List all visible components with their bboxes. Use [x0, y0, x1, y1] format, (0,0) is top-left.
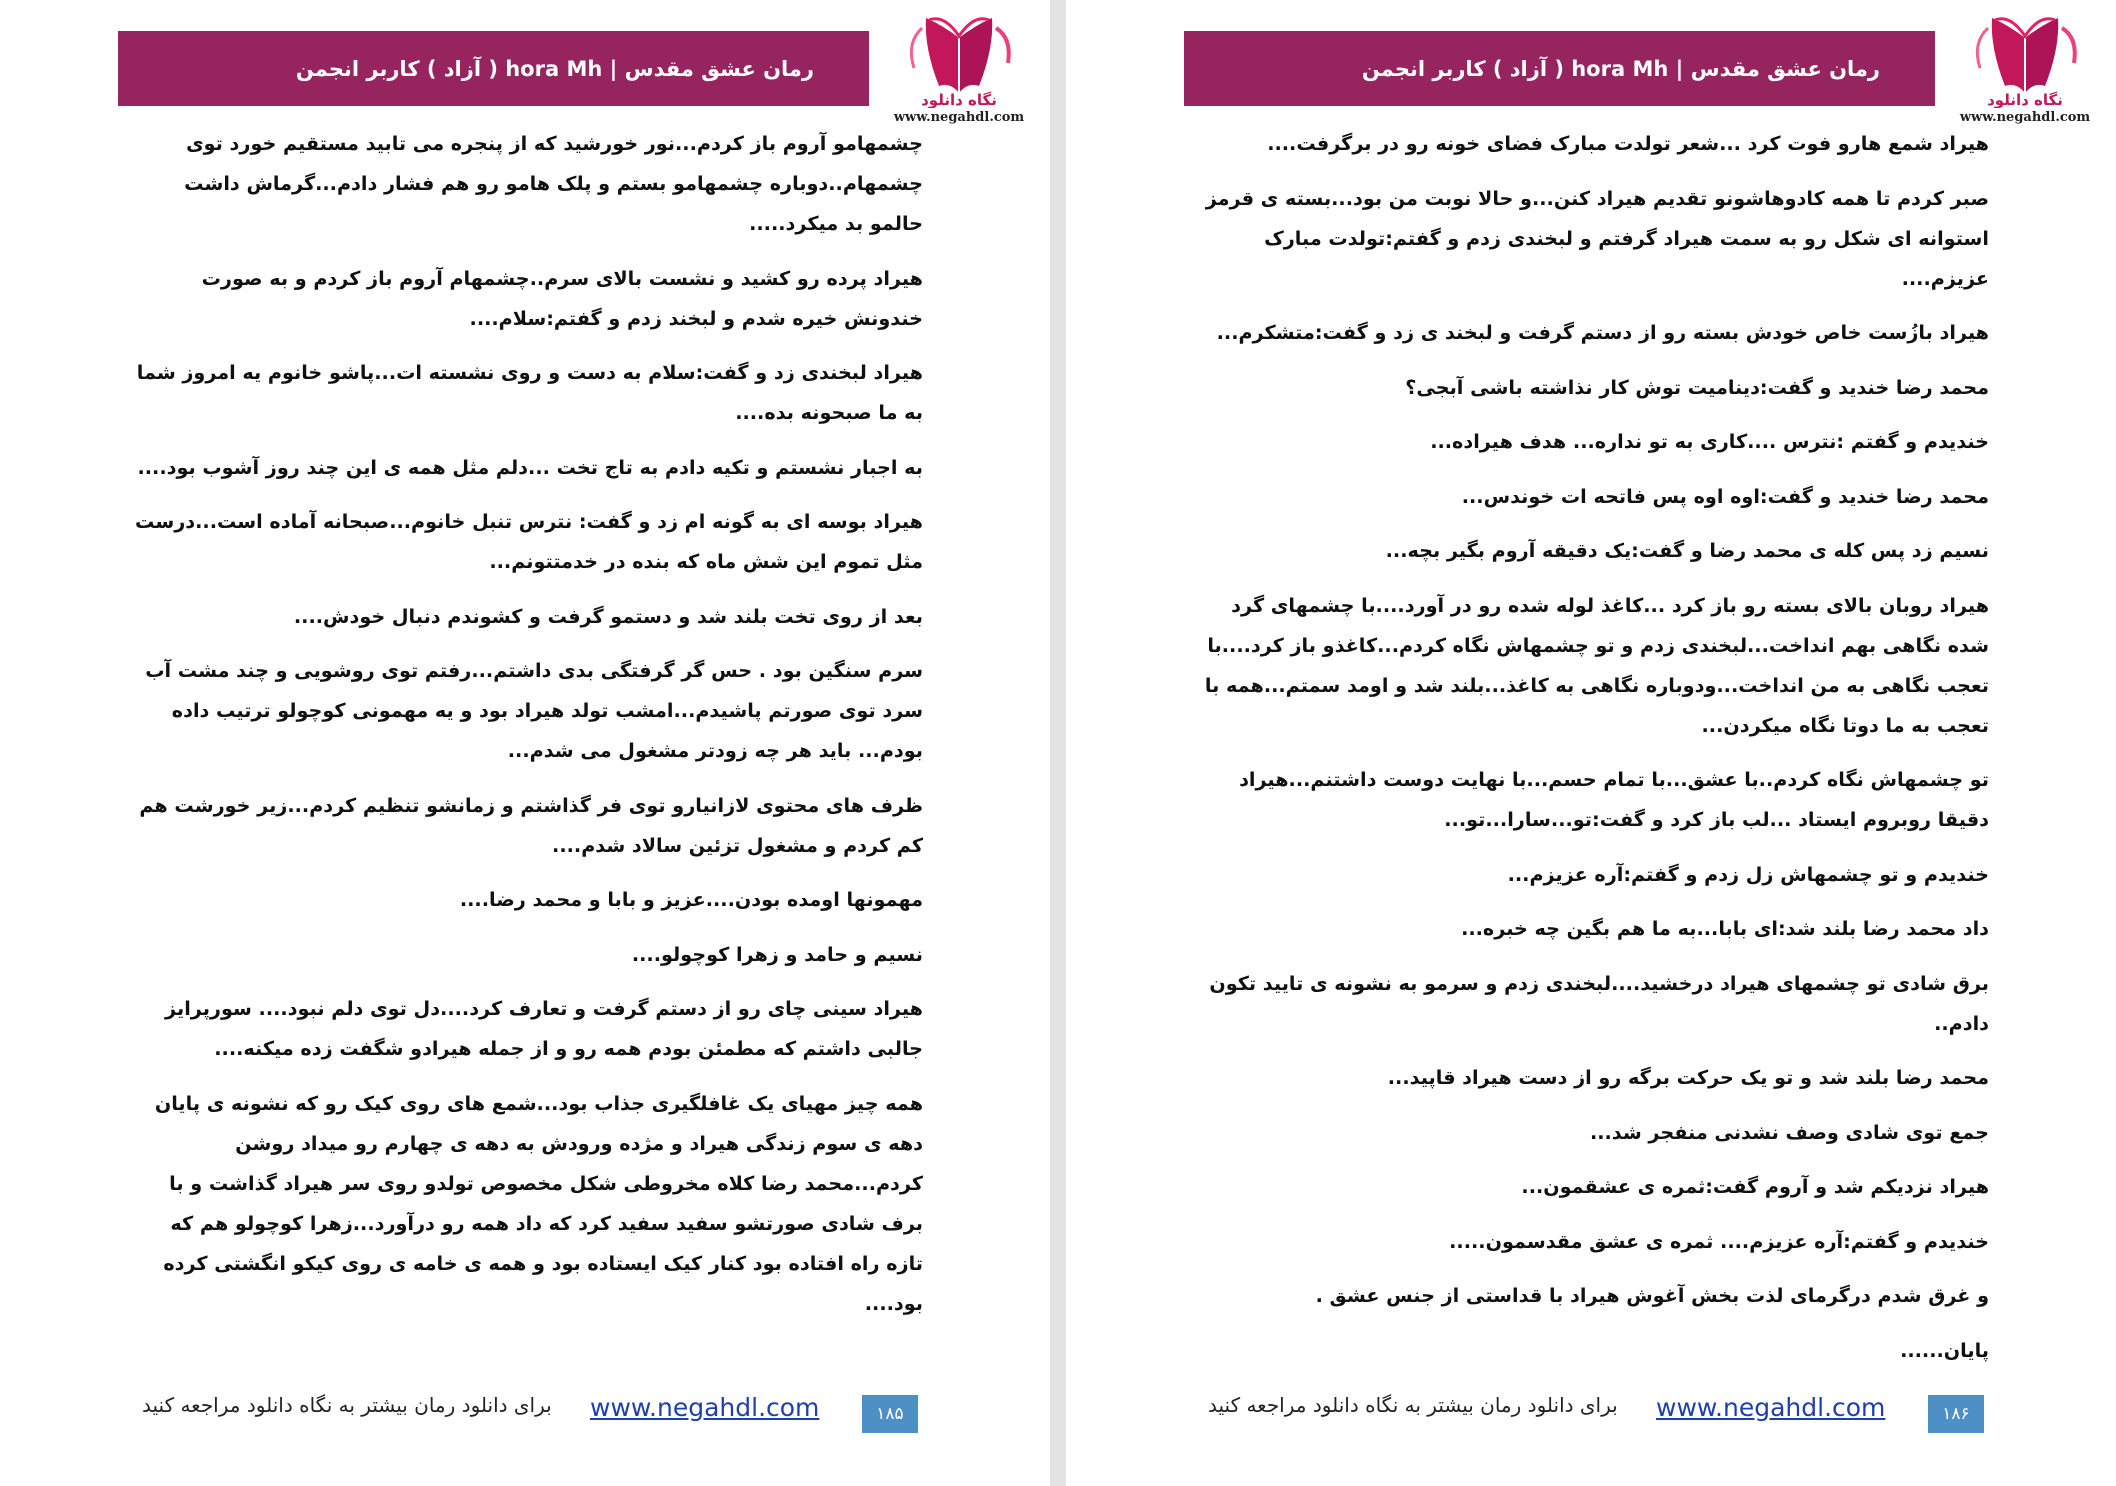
paragraph: بعد از روی تخت بلند شد و دستمو گرفت و کشوندم دنبال خودش.... [293, 604, 923, 628]
site-logo [1950, 8, 2100, 124]
paragraph: و غرق شدم درگرمای لذت بخش آغوش هیراد با قداستی از جنس عشق . [1315, 1284, 1989, 1307]
paragraph: جمع توی شادی وصف نشدنی منفجر شد... [1589, 1120, 1989, 1144]
paragraph: هیراد لبخندی زد و گفت:سلام به دست و روی نشسته ات...پاشو خانوم یه امروز شما به ما صبحونه بده.... [136, 361, 923, 424]
site-logo [884, 8, 1034, 124]
header-title: رمان عشق مقدس | hora Mh ( آزاد ) کاربر انجمن [1361, 56, 1880, 81]
paragraph: مهمونها اومده بودن....عزیز و بابا و محمد رضا.... [459, 888, 923, 911]
paragraph: ظرف های محتوی لازانیارو توی فر گذاشتم و زمانشو تنظیم کردم...زیر خورشت هم کم کردم و مشغول تزئین سالاد شدم.... [139, 793, 923, 857]
paragraph: برق شادی تو چشمهای هیراد درخشید....لبخندی زدم و سرمو به نشونه ی تایید تکون دادم.. [1209, 971, 1989, 1035]
page-number-badge: ۱۸۵ [862, 1395, 918, 1433]
footer-link[interactable]: www.negahdl.com [1656, 1393, 1886, 1422]
page-body [1196, 124, 1989, 1385]
paragraph: هیراد پرده رو کشید و نشست بالای سرم..چشمهام آروم باز کردم و به صورت خندونش خیره شدم و لبخند زدم و گفتم:سلام.... [201, 266, 923, 330]
paragraph: محمد رضا خندید و گفت:اوه اوه پس فاتحه ات خوندس... [1461, 484, 1989, 508]
footer-note: برای دانلود رمان بیشتر به نگاه دانلود مراجعه کنید [142, 1393, 552, 1417]
paragraph: به اجبار نشستم و تکیه دادم به تاج تخت ...دلم مثل همه ی این چند روز آشوب بود.... [137, 455, 923, 479]
paragraph: خندیدم و گفتم :نترس ....کاری به تو نداره... هدف هیراده... [1430, 430, 1989, 453]
header-title: رمان عشق مقدس | hora Mh ( آزاد ) کاربر انجمن [295, 56, 814, 81]
paragraph: سرم سنگین بود . حس گر گرفتگی بدی داشتم...رفتم توی روشویی و چند مشت آب سرد توی صورتم پاشیدم...امشب تولد هیراد بود و یه مهمونی کوچولو ترتیب داده بودم... باید هر چه زودتر مشغول می شدم... [145, 659, 923, 762]
paragraph: نسیم زد پس کله ی محمد رضا و گفت:یک دقیقه آروم بگیر بچه... [1385, 539, 1989, 562]
paragraph: محمد رضا خندید و گفت:دینامیت توش کار نذاشته باشی آبجی؟ [1405, 375, 1989, 399]
paragraph: پایان...... [1900, 1338, 1989, 1362]
logo-url: www.negahdl.com [893, 110, 1025, 125]
paragraph: هیراد نزدیکم شد و آروم گفت:ثمره ی عشقمون... [1521, 1175, 1989, 1198]
logo-text: نگاه دانلود [921, 91, 997, 108]
paragraph: خندیدم و گفتم:آره عزیزم.... ثمره ی عشق مقدسمون..... [1449, 1229, 1989, 1253]
book-logo-icon [1950, 8, 2100, 108]
logo-url: www.negahdl.com [1959, 110, 2091, 125]
paragraph: هیراد بوسه ای به گونه ام زد و گفت: نترس تنبل خانوم...صبحانه آماده است...درست مثل تموم این شش ماه که بنده در خدمتتونم... [135, 510, 923, 573]
book-logo-icon [884, 8, 1034, 108]
page-186 [1066, 0, 2116, 1486]
paragraph: همه چیز مهیای یک غافلگیری جذاب بود...شمع های روی کیک رو که نشونه ی پایان دهه ی سوم زندگی هیراد و مژده ورودش به دهه ی چهارم رو میداد روشن کردم...محمد رضا کلاه مخروطی شکل مخصوص تولدو روی سر هیراد گذاشت و با برف شادی صورتشو سفید سفید کرد که داد همه رو درآورد...زهرا کوچولو هم که تازه راه افتاده بود کنار کیک ایستاده بود و همه ی خامه ی روی کیکو انگشتی کرده بود.... [154, 1091, 923, 1315]
paragraph: محمد رضا بلند شد و تو یک حرکت برگه رو از دست هیراد قاپید... [1387, 1066, 1989, 1089]
paragraph: هیراد شمع هارو فوت کرد ...شعر تولدت مبارک فضای خونه رو در برگرفت.... [1267, 132, 1989, 155]
paragraph: نسیم و حامد و زهرا کوچولو.... [631, 942, 923, 966]
page-185 [0, 0, 1050, 1486]
paragraph: هیراد بازُست خاص خودش بسته رو از دستم گرفت و لبخند ی زد و گفت:متشکرم... [1216, 321, 1989, 344]
page-header [1184, 31, 1935, 106]
paragraph: داد محمد رضا بلند شد:ای بابا...به ما هم بگین چه خبره... [1461, 917, 1989, 940]
logo-text: نگاه دانلود [1987, 91, 2063, 108]
paragraph: چشمهامو آروم باز کردم...نور خورشید که از پنجره می تابید مستقیم خورد توی چشمهام..دوباره چشمهامو بستم و پلک هامو رو هم فشار دادم...گرماش داشت حالمو بد میکرد..... [184, 132, 923, 235]
page-number-badge: ۱۸۶ [1928, 1395, 1984, 1433]
footer-link[interactable]: www.negahdl.com [590, 1393, 820, 1422]
paragraph: هیراد سینی چای رو از دستم گرفت و تعارف کرد....دل توی دلم نبود.... سورپرایز جالبی داشتم که مطمئن بودم همه رو و از جمله هیرادو شگفت زده میکنه.... [165, 997, 923, 1060]
page-body [130, 124, 923, 1338]
paragraph: صبر کردم تا همه کادوهاشونو تقدیم هیراد کنن...و حالا نوبت من بود...بسته ی قرمز استوانه ای شکل رو به سمت هیراد گرفتم و لبخندی زدم و گفتم:تولدت مبارک عزیزم.... [1205, 186, 1989, 290]
page-header [118, 31, 869, 106]
paragraph: هیراد روبان بالای بسته رو باز کرد ...کاغذ لوله شده رو در آورد....با چشمهای گرد شده نگاهی بهم انداخت...لبخندی زدم و تو چشمهاش نگاه کردم...کاغذو باز کرد....با تعجب نگاهی به من انداخت...ودوباره نگاهی به کاغذ...بلند شد و اومد سمتم...همه با تعجب به ما دوتا نگاه میکردن... [1204, 593, 1989, 737]
paragraph: تو چشمهاش نگاه کردم..با عشق...با تمام حسم...با نهایت دوست داشتنم...هیراد دقیقا روبروم ایستاد ...لب باز کرد و گفت:تو...سارا...تو... [1239, 768, 1989, 831]
footer-note: برای دانلود رمان بیشتر به نگاه دانلود مراجعه کنید [1208, 1393, 1618, 1417]
paragraph: خندیدم و تو چشمهاش زل زدم و گفتم:آره عزیزم... [1507, 862, 1989, 886]
